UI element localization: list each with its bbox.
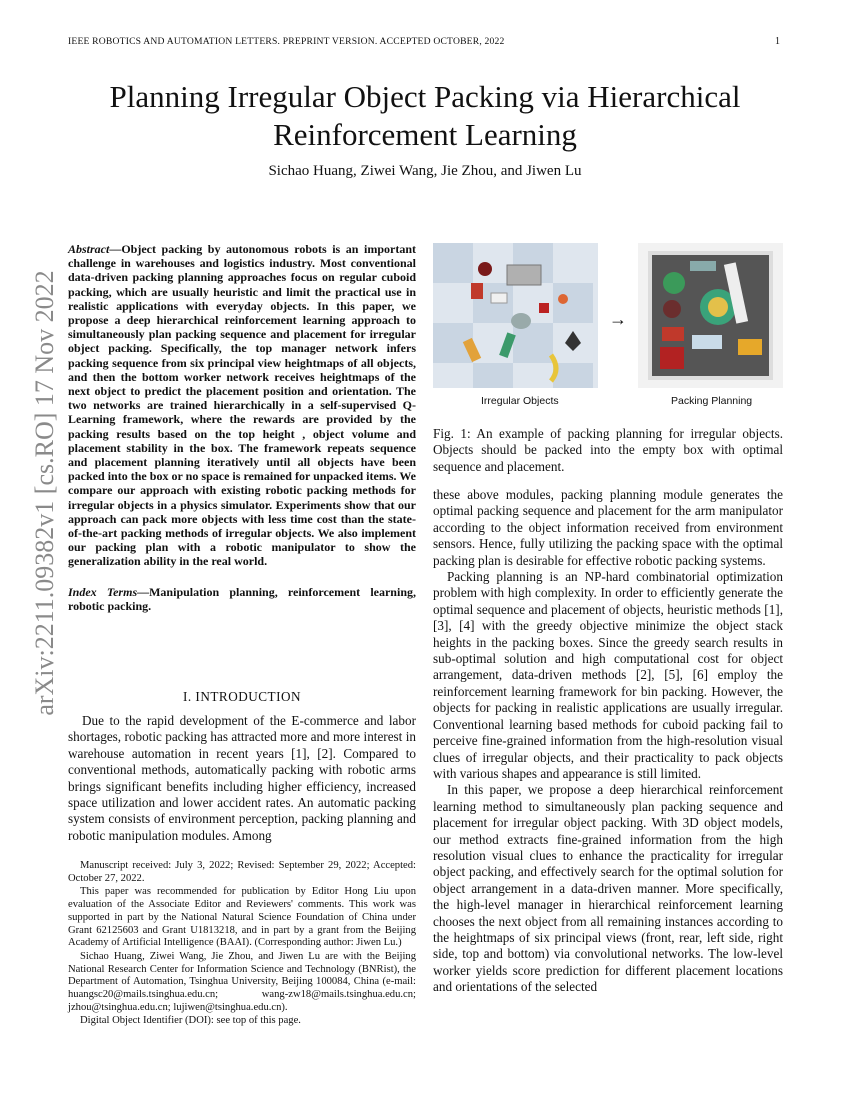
footnote-funding: This paper was recommended for publication by Editor Hong Liu upon evaluation of the Associate Editor and Reviewers' comments. This work was supported in part by the National Natural Science Foundation of China under Grant 62125603 and Grant U1813218, and in part by a grant from the Beijing Academy of Artificial Intelligence (BAAI). (Corresponding author: Jiwen Lu.): [68, 886, 416, 949]
footnote-doi: Digital Object Identifier (DOI): see top of this page.: [80, 1015, 301, 1027]
packing-planning-image: [638, 243, 783, 388]
right-column-body: [433, 487, 783, 996]
running-header: IEEE ROBOTICS AND AUTOMATION LETTERS. PREPRINT VERSION. ACCEPTED OCTOBER, 2022: [68, 36, 505, 47]
body-paragraph-3: In this paper, we propose a deep hierarchical reinforcement learning method to simultaneously plan packing sequence and placement for irregular object packing. With 3D object models, our method extracts fine-grained information from the high resolution visual clues to enhance the practicality for irregular object packing, and effectively search for the optimal solution for object arrangement in a data-driven manner. More specifically, the high-level manager in hierarchical reinforcement learning chooses the next object from all remaining instances according to the heightmaps of six principal views (front, rear, left side, right side, top and bottom) via convolutional networks. The low-level worker yields score prediction for different placement locations and orientations of the selected: [433, 782, 783, 995]
abstract-text: —Object packing by autonomous robots is an important challenge in warehouses and logistics industry. Most conventional data-driven packing planning approaches focus on regular cuboid packing, which are usually heuristic and limit the practical use in realistic applications with everyday objects. In this paper, we propose a deep hierarchical reinforcement learning approach to simultaneously plan packing sequence and placement for irregular object packing. Specifically, the top manager network infers packing sequence from six principal view heightmaps of all objects, and then the bottom worker network receives heightmaps of the next object to predict the placement position and orientation. The two networks are trained hierarchically in a self-supervised Q-Learning framework, where the rewards are provided by the packing results based on the top height , object volume and placement stability in the box. The framework repeats sequence and placement planning iteratively until all objects have been packed into the box or no space is remained for unpacked items. We compare our approach with existing robotic packing methods for irregular objects in a physics simulator. Experiments show that our approach can pack more objects with less time cost than the state-of-the-art packing methods of irregular objects. We also implement our packing plan with a robotic manipulator to show the generalization ability in the real world.: [68, 242, 416, 569]
abstract: [68, 242, 416, 569]
footnotes: [68, 860, 416, 1029]
intro-text: Due to the rapid development of the E-commerce and labor shortages, robotic packing has attracted more and more interest in warehouse automation in recent years [1], [2]. Compared to conventional methods, automatically packing with robotic arms brings significant benefits including higher efficiency, increased space utilization and lower accident rates. An automatic packing system consists of environment perception, packing planning and robotic manipulation modules. Among: [68, 713, 416, 843]
footnote-affiliation: Sichao Huang, Ziwei Wang, Jie Zhou, and Jiwen Lu are with the Beijing National Research Center for Information Science and Technology (BNRist), the Department of Automation, Tsinghua University, Beijing 100084, China (e-mail: huangsc20@mails.tsinghua.edu.cn; wang-zw18@mails.tsinghua.edu.cn; jzhou@tsinghua.edu.cn; lujiwen@tsinghua.edu.cn).: [68, 950, 416, 1013]
arrow-icon: →: [609, 309, 627, 329]
arxiv-stamp: arXiv:2211.09382v1 [cs.RO] 17 Nov 2022: [30, 270, 59, 716]
author-list: Sichao Huang, Ziwei Wang, Jie Zhou, and Jiwen Lu: [268, 163, 582, 179]
figure-caption: Fig. 1: An example of packing planning for irregular objects. Objects should be packed into the empty box with optimal sequence and placement.: [433, 426, 783, 474]
index-terms-text: —Manipulation planning, reinforcement learning, robotic packing.: [68, 585, 416, 614]
index-terms-label: Index Terms: [68, 585, 138, 599]
index-terms: [68, 585, 416, 613]
intro-paragraph: [68, 713, 416, 844]
paper-title: [60, 78, 790, 154]
footnote-received: Manuscript received: July 3, 2022; Revised: September 29, 2022; Accepted: October 27, 2022.: [68, 860, 416, 884]
figure-label-packing-planning: Packing Planning: [671, 395, 753, 407]
page-number: 1: [775, 36, 780, 47]
figure-1: [433, 243, 783, 411]
body-paragraph-1: these above modules, packing planning module generates the optimal packing sequence and placement for the arm manipulator according to the object information received from environment sensors. Hence, fully utilizing the packing space with the optimal packing plan is desirable for effective robotic packing systems.: [433, 487, 783, 568]
figure-label-irregular-objects: Irregular Objects: [481, 395, 559, 407]
body-paragraph-2: Packing planning is an NP-hard combinatorial optimization problem with high complexity. In order to efficiently generate the optimal sequence and placement of objects, heuristic methods [1], [3], [4] with the greedy objective minimize the object stack heights in the packing boxes. Since the greedy search results in sub-optimal solution and high computational cost for object arrangement, data-driven methods [2], [5], [6] employ the reinforcement learning framework for bin packing. However, the objects for packing in realistic applications are usually irregular. Conventional learning based methods for cuboid packing fail to perceive fine-grained information from the high-resolution visual clues of irregular objects, and their practicality to pack objects with various shapes and appearance is still limited.: [433, 569, 783, 781]
section-heading-introduction: I. INTRODUCTION: [182, 689, 302, 704]
title-line-1: Planning Irregular Object Packing via Hierarchical: [109, 79, 741, 114]
irregular-objects-image: [433, 243, 598, 388]
title-line-2: Reinforcement Learning: [273, 117, 577, 152]
abstract-label: Abstract: [68, 242, 110, 256]
